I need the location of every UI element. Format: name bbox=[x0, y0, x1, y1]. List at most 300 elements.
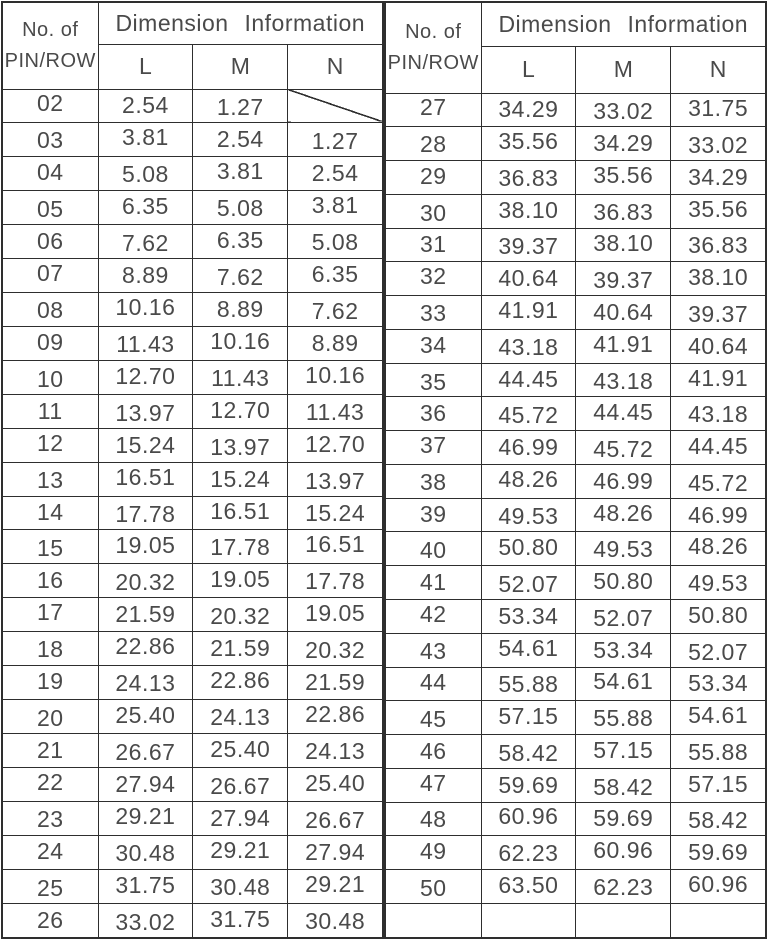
cell-value: 57.15 bbox=[593, 736, 654, 763]
cell-value: 24 bbox=[36, 837, 64, 864]
dimension-table-left bbox=[1, 1, 384, 939]
dimension-m-cell bbox=[576, 93, 671, 127]
cell-value: 36.83 bbox=[593, 198, 654, 225]
table-row bbox=[2, 564, 383, 598]
pin-header-line1: No. of bbox=[405, 20, 462, 43]
table-row bbox=[385, 768, 766, 802]
dimension-m-cell bbox=[576, 296, 671, 330]
pin-count-cell bbox=[2, 903, 98, 938]
pin-count-cell bbox=[2, 225, 98, 259]
cell-value: 52.07 bbox=[498, 571, 559, 598]
dimension-l-cell bbox=[481, 464, 576, 498]
cell-value: 6.35 bbox=[122, 193, 169, 220]
pin-count-cell bbox=[385, 599, 481, 633]
cell-value: 52.07 bbox=[593, 604, 654, 631]
pin-count-cell bbox=[385, 296, 481, 330]
dimension-m-cell bbox=[576, 701, 671, 735]
dimension-n-cell bbox=[288, 903, 383, 938]
pin-count-cell bbox=[2, 869, 98, 903]
dimension-m-cell bbox=[193, 496, 288, 530]
pin-count-cell bbox=[385, 667, 481, 701]
cell-value: 7.62 bbox=[311, 297, 359, 324]
column-header-l: L bbox=[98, 44, 193, 89]
dimension-l-cell bbox=[481, 802, 576, 836]
pin-count-cell bbox=[2, 835, 98, 869]
table-row bbox=[385, 836, 766, 870]
cell-value: 45 bbox=[419, 706, 447, 733]
cell-value: 33.02 bbox=[593, 98, 654, 125]
dimension-l-cell bbox=[98, 700, 193, 734]
cell-value: 30.48 bbox=[115, 839, 176, 866]
dimension-n-cell bbox=[671, 667, 766, 701]
cell-value: 62.23 bbox=[498, 840, 559, 867]
cell-value: 62.23 bbox=[593, 873, 654, 900]
cell-value: 12.70 bbox=[210, 396, 271, 423]
dimension-m-cell bbox=[576, 127, 671, 161]
dimension-n-cell bbox=[288, 734, 383, 768]
dimension-n-cell bbox=[671, 228, 766, 262]
cell-value: 41 bbox=[419, 569, 447, 596]
dimension-n-cell bbox=[671, 768, 766, 802]
dimension-n-cell bbox=[671, 363, 766, 397]
cell-value: 19 bbox=[36, 668, 64, 695]
table-row bbox=[385, 262, 766, 296]
cell-value: 35.56 bbox=[498, 128, 559, 155]
dimension-m-cell bbox=[193, 326, 288, 360]
cell-value: 09 bbox=[36, 328, 64, 355]
cell-value: 36 bbox=[419, 400, 447, 427]
cell-value: 57.15 bbox=[688, 770, 749, 797]
cell-value: 40 bbox=[419, 537, 447, 564]
table-row bbox=[385, 228, 766, 262]
dimension-l-cell bbox=[98, 157, 193, 191]
dimension-m-cell bbox=[576, 633, 671, 667]
cell-value: 58.42 bbox=[498, 739, 559, 766]
cell-value: 7.62 bbox=[122, 230, 169, 257]
cell-value: 24.13 bbox=[115, 670, 176, 697]
pin-count-cell bbox=[385, 194, 481, 228]
table-row bbox=[2, 835, 383, 869]
dimension-l-cell bbox=[98, 801, 193, 835]
cell-value: 26.67 bbox=[115, 738, 176, 765]
dimension-l-cell bbox=[98, 428, 193, 462]
cell-value: 27.94 bbox=[115, 770, 176, 797]
dimension-m-cell bbox=[576, 532, 671, 566]
dimension-l-cell bbox=[481, 262, 576, 296]
column-header-m: M bbox=[576, 46, 671, 93]
table-row bbox=[385, 498, 766, 532]
dimension-n-cell bbox=[288, 462, 383, 496]
cell-value: 25.40 bbox=[305, 769, 366, 796]
cell-value: 39.37 bbox=[688, 300, 749, 327]
dimension-n-cell bbox=[288, 767, 383, 801]
dimension-l-cell bbox=[98, 360, 193, 394]
cell-value: 60.96 bbox=[593, 837, 654, 864]
cell-value: 10 bbox=[36, 365, 64, 392]
cell-value: 38.10 bbox=[498, 196, 559, 223]
dimension-n-cell bbox=[671, 735, 766, 769]
dimension-l-cell bbox=[98, 598, 193, 632]
dimension-n-cell bbox=[671, 161, 766, 195]
dimension-m-cell bbox=[193, 428, 288, 462]
cell-value: 35.56 bbox=[688, 195, 749, 222]
cell-value: 25.40 bbox=[210, 735, 271, 762]
cell-value: 11.43 bbox=[116, 330, 175, 357]
column-header-l: L bbox=[481, 46, 576, 93]
dimension-n-cell bbox=[671, 903, 766, 938]
column-header-n: N bbox=[671, 46, 766, 93]
dimension-m-cell bbox=[193, 734, 288, 768]
dimension-l-cell bbox=[98, 869, 193, 903]
cell-value: 23 bbox=[36, 805, 64, 832]
cell-value: 5.08 bbox=[122, 161, 169, 188]
cell-value: 34.29 bbox=[498, 96, 559, 123]
pin-count-cell bbox=[385, 262, 481, 296]
pin-count-cell bbox=[2, 734, 98, 768]
cell-value: 31.75 bbox=[210, 905, 271, 932]
table-row bbox=[2, 530, 383, 564]
dimension-m-cell bbox=[576, 464, 671, 498]
table-row bbox=[385, 802, 766, 836]
dimension-m-cell bbox=[193, 530, 288, 564]
cell-value: 24.13 bbox=[210, 704, 271, 731]
pin-count-cell bbox=[2, 801, 98, 835]
dimension-m-cell bbox=[576, 599, 671, 633]
dimension-n-cell bbox=[288, 157, 383, 191]
table-row bbox=[385, 667, 766, 701]
cell-value: 22.86 bbox=[305, 701, 366, 728]
cell-value: 48.26 bbox=[688, 533, 749, 560]
dimension-n-cell bbox=[671, 262, 766, 296]
cell-value: 11.43 bbox=[305, 398, 365, 425]
dimension-l-cell bbox=[98, 191, 193, 225]
cell-value: 40.64 bbox=[688, 332, 749, 359]
cell-value: 50.80 bbox=[498, 534, 559, 561]
cell-value: 21.59 bbox=[305, 669, 366, 696]
cell-value: 40.64 bbox=[593, 298, 654, 325]
cell-value: 15.24 bbox=[115, 431, 176, 458]
cell-value: 60.96 bbox=[498, 803, 559, 830]
dimension-n-cell bbox=[671, 127, 766, 161]
dimension-l-cell bbox=[481, 127, 576, 161]
cell-value: 19.05 bbox=[115, 532, 176, 559]
cell-value: 55.88 bbox=[498, 671, 559, 698]
table-row bbox=[2, 394, 383, 428]
dimension-n-cell bbox=[671, 532, 766, 566]
table-row bbox=[385, 464, 766, 498]
cell-value: 33.02 bbox=[688, 132, 749, 159]
cell-value: 22 bbox=[36, 768, 64, 795]
dimension-n-cell bbox=[288, 564, 383, 598]
cell-value: 5.08 bbox=[216, 195, 264, 222]
table-row bbox=[385, 532, 766, 566]
cell-value: 59.69 bbox=[593, 805, 654, 832]
cell-value: 39 bbox=[419, 500, 447, 527]
dimension-n-cell bbox=[671, 329, 766, 363]
cell-value: 17.78 bbox=[305, 568, 366, 595]
dimension-n-cell bbox=[288, 428, 383, 462]
table-row bbox=[2, 869, 383, 903]
cell-value: 36.83 bbox=[688, 232, 749, 259]
dimension-n-cell bbox=[671, 836, 766, 870]
pin-count-cell bbox=[385, 701, 481, 735]
cell-value: 10.16 bbox=[115, 293, 176, 320]
pin-count-cell bbox=[385, 802, 481, 836]
cell-value: 48.26 bbox=[593, 499, 654, 526]
dimension-l-cell bbox=[98, 326, 193, 360]
pin-count-cell bbox=[2, 700, 98, 734]
cell-value: 50.80 bbox=[688, 601, 749, 628]
table-row bbox=[385, 363, 766, 397]
cell-value: 15.24 bbox=[305, 499, 366, 526]
cell-value: 37 bbox=[419, 432, 447, 459]
cell-value: 43.18 bbox=[593, 367, 654, 394]
cell-value: 49 bbox=[419, 838, 447, 865]
pin-count-cell bbox=[2, 394, 98, 428]
dimension-m-cell bbox=[193, 225, 288, 259]
dimension-n-cell bbox=[671, 194, 766, 228]
dimension-n-cell bbox=[288, 835, 383, 869]
dimension-l-cell bbox=[98, 530, 193, 564]
cell-value: 44.45 bbox=[498, 365, 559, 392]
cell-value: 11 bbox=[37, 397, 63, 424]
dimension-l-cell bbox=[98, 666, 193, 700]
cell-value: 44.45 bbox=[593, 399, 654, 426]
pin-count-cell bbox=[385, 228, 481, 262]
cell-value: 21 bbox=[36, 736, 64, 763]
table-row bbox=[385, 599, 766, 633]
dimension-m-cell bbox=[576, 194, 671, 228]
cell-value: 20.32 bbox=[115, 569, 176, 596]
dimension-m-cell bbox=[193, 394, 288, 428]
table-row bbox=[2, 259, 383, 293]
pin-count-cell bbox=[2, 428, 98, 462]
dimension-n-cell bbox=[671, 701, 766, 735]
dimension-l-cell bbox=[98, 564, 193, 598]
cell-value: 46.99 bbox=[593, 467, 654, 494]
cell-value: 14 bbox=[36, 498, 64, 525]
dimension-l-cell bbox=[481, 329, 576, 363]
pin-count-cell bbox=[2, 259, 98, 293]
dimension-m-cell bbox=[193, 700, 288, 734]
dimension-l-cell bbox=[481, 161, 576, 195]
pin-count-cell bbox=[385, 397, 481, 431]
cell-value: 20.32 bbox=[305, 637, 366, 664]
cell-value: 31.75 bbox=[688, 95, 749, 122]
cell-value: 12 bbox=[36, 429, 64, 456]
cell-value: 46.99 bbox=[498, 434, 559, 461]
dimension-n-cell bbox=[288, 700, 383, 734]
table-row bbox=[2, 89, 383, 123]
table-row bbox=[385, 329, 766, 363]
cell-value: 16.51 bbox=[305, 531, 366, 558]
cell-value: 15 bbox=[36, 535, 64, 562]
table-row bbox=[2, 666, 383, 700]
table-row bbox=[2, 801, 383, 835]
dimension-n-cell bbox=[288, 191, 383, 225]
cell-value: 18 bbox=[36, 636, 64, 663]
dimension-m-cell bbox=[193, 462, 288, 496]
cell-value: 03 bbox=[36, 127, 64, 154]
pin-count-cell bbox=[385, 161, 481, 195]
dimension-m-cell bbox=[576, 903, 671, 938]
cell-value: 13.97 bbox=[115, 399, 176, 426]
cell-value: 19.05 bbox=[210, 566, 271, 593]
dimension-l-cell bbox=[98, 293, 193, 327]
dimension-m-cell bbox=[193, 157, 288, 191]
pin-count-cell bbox=[2, 530, 98, 564]
cell-value: 26 bbox=[36, 906, 64, 933]
cell-value: 2.54 bbox=[311, 160, 359, 187]
pin-count-cell bbox=[385, 836, 481, 870]
table-row bbox=[385, 566, 766, 600]
dimension-m-cell bbox=[193, 598, 288, 632]
dimension-n-cell bbox=[671, 431, 766, 465]
dimension-m-cell bbox=[576, 431, 671, 465]
cell-value: 26.67 bbox=[210, 772, 271, 799]
pin-count-cell bbox=[385, 903, 481, 938]
dimension-l-cell bbox=[481, 363, 576, 397]
dimension-l-cell bbox=[481, 903, 576, 938]
pin-header-line2: PIN/ROW bbox=[387, 51, 479, 74]
column-header-n: N bbox=[288, 44, 383, 89]
column-header-m: M bbox=[193, 44, 288, 89]
dimension-m-cell bbox=[193, 123, 288, 157]
dimension-n-cell bbox=[671, 397, 766, 431]
dimension-l-cell bbox=[98, 462, 193, 496]
table-row bbox=[385, 93, 766, 127]
dimension-l-cell bbox=[481, 566, 576, 600]
cell-value: 20.32 bbox=[210, 603, 271, 630]
cell-value: 27 bbox=[419, 94, 447, 121]
empty-diagonal-slash-cell bbox=[288, 89, 383, 123]
dimension-l-cell bbox=[481, 228, 576, 262]
cell-value: 05 bbox=[36, 196, 64, 223]
cell-value: 29.21 bbox=[115, 802, 176, 829]
pin-count-cell bbox=[385, 768, 481, 802]
cell-value: 30 bbox=[419, 199, 447, 226]
cell-value: 5.08 bbox=[311, 229, 359, 256]
cell-value: 33 bbox=[419, 299, 447, 326]
cell-value: 43.18 bbox=[688, 401, 749, 428]
cell-value: 16.51 bbox=[210, 497, 271, 524]
cell-value: 17.78 bbox=[210, 534, 271, 561]
table-body-right bbox=[385, 93, 766, 938]
cell-value: 7.62 bbox=[216, 264, 264, 291]
cell-value: 2.54 bbox=[216, 126, 264, 153]
dimension-l-cell bbox=[98, 767, 193, 801]
dimension-m-cell bbox=[576, 667, 671, 701]
dimension-l-cell bbox=[98, 89, 193, 123]
cell-value: 47 bbox=[419, 769, 447, 796]
cell-value: 41.91 bbox=[498, 296, 559, 323]
dimension-m-cell bbox=[193, 767, 288, 801]
cell-value: 34 bbox=[419, 331, 447, 358]
cell-value: 3.81 bbox=[311, 192, 359, 219]
cell-value: 15.24 bbox=[210, 465, 271, 492]
cell-value: 13.97 bbox=[305, 467, 366, 494]
cell-value: 43.18 bbox=[498, 333, 559, 360]
table-row bbox=[385, 127, 766, 161]
pin-count-cell bbox=[385, 633, 481, 667]
table-row bbox=[2, 225, 383, 259]
cell-value: 13.97 bbox=[210, 433, 271, 460]
cell-value: 6.35 bbox=[216, 227, 264, 254]
pin-count-cell bbox=[2, 191, 98, 225]
dimension-m-cell bbox=[193, 869, 288, 903]
dimension-m-cell bbox=[576, 870, 671, 904]
dimension-n-cell bbox=[671, 802, 766, 836]
cell-value: 54.61 bbox=[688, 702, 749, 729]
cell-value: 41.91 bbox=[593, 330, 654, 357]
dimension-l-cell bbox=[481, 93, 576, 127]
pin-count-cell bbox=[385, 127, 481, 161]
cell-value: 21.59 bbox=[115, 601, 176, 628]
table-row bbox=[385, 296, 766, 330]
table-row bbox=[385, 397, 766, 431]
dimension-l-cell bbox=[98, 632, 193, 666]
cell-value: 8.89 bbox=[216, 295, 264, 322]
dimension-n-cell bbox=[671, 599, 766, 633]
table-row bbox=[2, 123, 383, 157]
dimension-n-cell bbox=[671, 633, 766, 667]
cell-value: 46 bbox=[419, 737, 447, 764]
cell-value: 44 bbox=[419, 669, 447, 696]
cell-value: 6.35 bbox=[311, 261, 359, 288]
cell-value: 29.21 bbox=[305, 870, 366, 897]
table-row bbox=[2, 462, 383, 496]
cell-value: 32 bbox=[419, 263, 447, 290]
table-row bbox=[2, 903, 383, 938]
cell-value: 58.42 bbox=[688, 807, 749, 834]
cell-value: 10.16 bbox=[305, 361, 366, 388]
dimension-l-cell bbox=[481, 735, 576, 769]
table-row bbox=[385, 633, 766, 667]
dimension-n-cell bbox=[671, 870, 766, 904]
dimension-l-cell bbox=[98, 123, 193, 157]
cell-value: 06 bbox=[36, 228, 64, 255]
cell-value: 49.53 bbox=[688, 570, 749, 597]
cell-value: 50.80 bbox=[593, 568, 654, 595]
cell-value: 17.78 bbox=[115, 500, 176, 527]
table-row bbox=[2, 632, 383, 666]
cell-value: 1.27 bbox=[311, 128, 359, 155]
cell-value: 59.69 bbox=[688, 839, 749, 866]
table-row bbox=[2, 734, 383, 768]
cell-value: 27.94 bbox=[210, 804, 271, 831]
pin-count-cell bbox=[385, 431, 481, 465]
table-row bbox=[2, 496, 383, 530]
pin-count-cell bbox=[2, 293, 98, 327]
dimension-n-cell bbox=[671, 566, 766, 600]
header-row-top bbox=[2, 2, 383, 44]
table-row bbox=[2, 428, 383, 462]
pin-count-cell bbox=[2, 564, 98, 598]
dimension-n-cell bbox=[671, 464, 766, 498]
dimension-m-cell bbox=[193, 666, 288, 700]
dimension-n-cell bbox=[671, 93, 766, 127]
cell-value: 45.72 bbox=[593, 436, 654, 463]
dimension-l-cell bbox=[481, 870, 576, 904]
cell-value: 24.13 bbox=[305, 737, 366, 764]
dimension-l-cell bbox=[481, 194, 576, 228]
pin-count-cell bbox=[385, 566, 481, 600]
cell-value: 40.64 bbox=[498, 265, 559, 292]
table-row bbox=[2, 360, 383, 394]
table-row bbox=[2, 598, 383, 632]
cell-value: 41.91 bbox=[688, 364, 749, 391]
pin-count-cell bbox=[385, 363, 481, 397]
